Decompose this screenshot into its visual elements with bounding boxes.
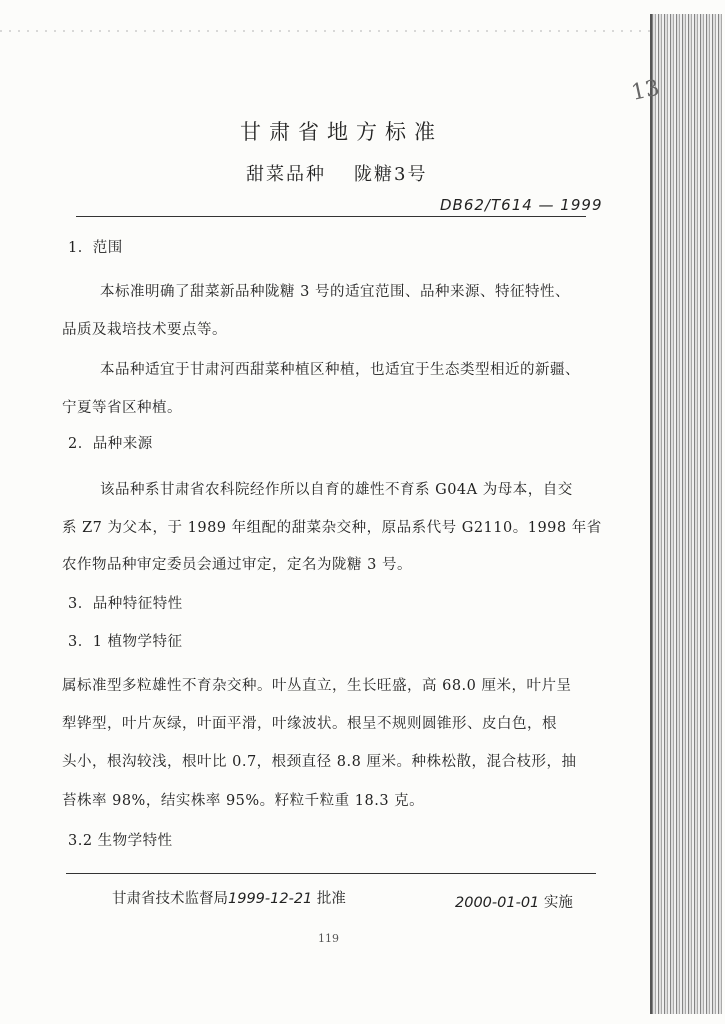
section-2-heading: 2．品种来源 [68,436,153,452]
binding-spine [652,14,722,1014]
approval-line [112,887,346,908]
implementation-label: 实施 [543,895,573,911]
paragraph-line: 犁铧型，叶片灰绿，叶面平滑，叶缘波状。根呈不规则圆锥形、皮白色，根 [62,716,557,732]
footer-rule [66,873,596,874]
paragraph-line: 本品种适宜于甘肃河西甜菜种植区种植，也适宜于生态类型相近的新疆、 [100,362,580,378]
section-3-2-heading: 3.2 生物学特性 [68,833,173,849]
document-subtitle [246,160,427,186]
section-3-heading: 3．品种特征特性 [68,596,183,612]
paragraph-line: 本标准明确了甜菜新品种陇糖 3 号的适宜范围、品种来源、特征特性、 [100,284,570,300]
scan-noise-top [0,30,650,32]
section-3-1-heading: 3．1 植物学特征 [68,634,183,650]
approval-date: 1999-12-21 [228,891,313,907]
paragraph-line: 苔株率 98%，结实株率 95%。籽粒千粒重 18.3 克。 [62,793,425,809]
document-title: 甘肃省地方标准 [240,120,443,144]
subtitle-left: 甜菜品种 [246,164,326,185]
header-rule [76,216,586,217]
paragraph-line: 宁夏等省区种植。 [62,400,182,416]
paragraph-line: 农作物品种审定委员会通过审定，定名为陇糖 3 号。 [62,557,412,573]
implementation-date: 2000-01-01 [455,895,540,911]
approval-label: 批准 [316,891,346,907]
approval-authority: 甘肃省技术监督局 [112,891,228,907]
subtitle-right: 陇糖3号 [354,164,428,185]
paragraph-line: 品质及栽培技术要点等。 [62,322,227,338]
handwritten-corner-mark: 13 [629,75,662,106]
implementation-line [455,891,573,912]
page-number: 119 [318,932,339,945]
paragraph-line: 头小，根沟较浅，根叶比 0.7，根颈直径 8.8 厘米。种株松散，混合枝形，抽 [62,754,577,770]
paragraph-line: 属标准型多粒雄性不育杂交种。叶丛直立，生长旺盛，高 68.0 厘米，叶片呈 [62,678,572,694]
paragraph-line: 系 Z7 为父本，于 1989 年组配的甜菜杂交种，原品系代号 G2110。1998 年省 [62,520,602,536]
standard-number: DB62/T614 — 1999 [440,196,603,214]
paragraph-line: 该品种系甘肃省农科院经作所以自育的雄性不育系 G04A 为母本，自交 [100,482,573,498]
section-1-heading: 1．范围 [68,240,123,256]
